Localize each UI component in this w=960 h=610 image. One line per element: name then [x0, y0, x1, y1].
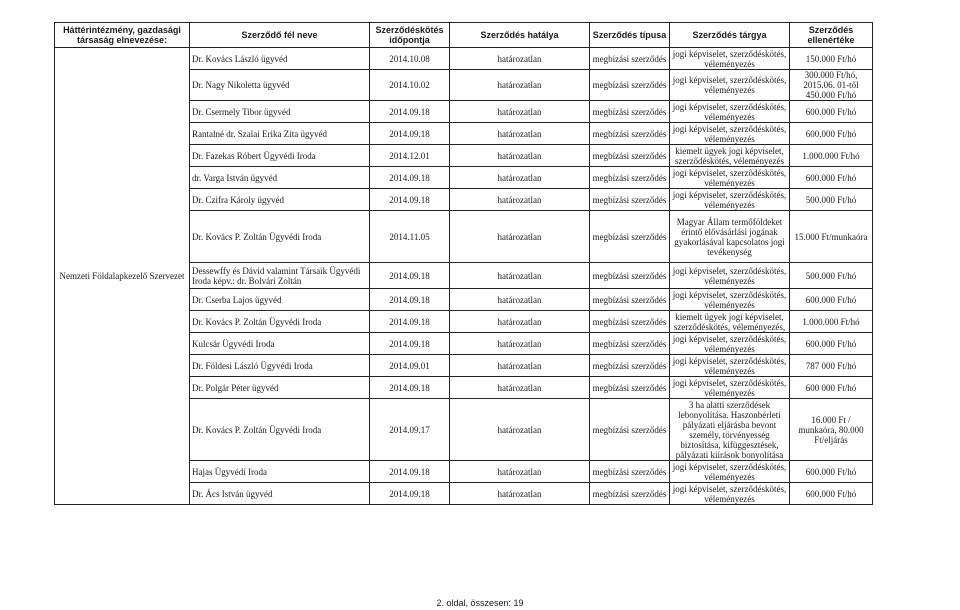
subject-cell: Magyar Állam termőföldeket érintő elővásárlási jogának gyakorlásával kapcsolatos jogi tevékenység: [670, 211, 790, 263]
type-cell: megbízási szerződés: [590, 167, 670, 189]
type-cell: megbízási szerződés: [590, 263, 670, 289]
date-cell: 2014.11.05: [370, 211, 450, 263]
date-cell: 2014.09.18: [370, 189, 450, 211]
party-cell: Dr. Fazekas Róbert Ügyvédi Iroda: [190, 145, 370, 167]
party-cell: Kulcsár Ügyvédi Iroda: [190, 333, 370, 355]
type-cell: megbízási szerződés: [590, 483, 670, 505]
effect-cell: határozatlan: [450, 167, 590, 189]
value-cell: 150.000 Ft/hó: [790, 48, 873, 70]
value-cell: 16.000 Ft / munkaóra, 80.000 Ft/eljárás: [790, 399, 873, 461]
subject-cell: jogi képviselet, szerződéskötés, véleményezés: [670, 355, 790, 377]
date-cell: 2014.09.18: [370, 311, 450, 333]
subject-cell: jogi képviselet, szerződéskötés, véleményezés: [670, 461, 790, 483]
type-cell: megbízási szerződés: [590, 123, 670, 145]
type-cell: megbízási szerződés: [590, 399, 670, 461]
party-cell: Dr. Kovács P. Zoltán Ügyvédi Iroda: [190, 399, 370, 461]
type-cell: megbízási szerződés: [590, 189, 670, 211]
date-cell: 2014.09.18: [370, 101, 450, 123]
type-cell: megbízási szerződés: [590, 211, 670, 263]
effect-cell: határozatlan: [450, 48, 590, 70]
type-cell: megbízási szerződés: [590, 333, 670, 355]
subject-cell: kiemelt ügyek jogi képviselet, szerződéskötés, véleményezés,: [670, 311, 790, 333]
subject-cell: jogi képviselet, szerződéskötés, véleményezés: [670, 333, 790, 355]
header-org: Háttérintézmény, gazdasági társaság elnevezése:: [55, 23, 190, 48]
type-cell: megbízási szerződés: [590, 461, 670, 483]
value-cell: 600.000 Ft/hó: [790, 167, 873, 189]
party-cell: Dr. Cserba Lajos ügyvéd: [190, 289, 370, 311]
effect-cell: határozatlan: [450, 483, 590, 505]
party-cell: Dr. Ács István ügyvéd: [190, 483, 370, 505]
date-cell: 2014.09.18: [370, 289, 450, 311]
date-cell: 2014.12.01: [370, 145, 450, 167]
subject-cell: 3 ha alatti szerződések lebonyolítása. Haszonbérleti pályázati eljárásba bevont személy, törvényesség biztosítása, kifüggesztések, pályázati kiírások bonyolítása: [670, 399, 790, 461]
header-subject: Szerződés tárgya: [670, 23, 790, 48]
party-cell: Dr. Földesi László Ügyvédi Iroda: [190, 355, 370, 377]
value-cell: 600.000 Ft/hó: [790, 101, 873, 123]
value-cell: 600.000 Ft/hó: [790, 483, 873, 505]
party-cell: Dr. Nagy Nikoletta ügyvéd: [190, 70, 370, 101]
party-cell: Dr. Czifra Károly ügyvéd: [190, 189, 370, 211]
type-cell: megbízási szerződés: [590, 145, 670, 167]
effect-cell: határozatlan: [450, 263, 590, 289]
value-cell: 600.000 Ft/hó: [790, 461, 873, 483]
subject-cell: jogi képviselet, szerződéskötés, véleményezés: [670, 167, 790, 189]
party-cell: Dr. Csermely Tibor ügyvéd: [190, 101, 370, 123]
effect-cell: határozatlan: [450, 123, 590, 145]
effect-cell: határozatlan: [450, 70, 590, 101]
subject-cell: jogi képviselet, szerződéskötés, véleményezés: [670, 289, 790, 311]
date-cell: 2014.09.18: [370, 483, 450, 505]
date-cell: 2014.09.01: [370, 355, 450, 377]
subject-cell: jogi képviselet, szerződéskötés, véleményezés: [670, 70, 790, 101]
party-cell: Dr. Polgár Péter ügyvéd: [190, 377, 370, 399]
header-effect: Szerződés hatálya: [450, 23, 590, 48]
type-cell: megbízási szerződés: [590, 70, 670, 101]
effect-cell: határozatlan: [450, 399, 590, 461]
effect-cell: határozatlan: [450, 211, 590, 263]
date-cell: 2014.09.18: [370, 461, 450, 483]
type-cell: megbízási szerződés: [590, 355, 670, 377]
value-cell: 787 000 Ft/hó: [790, 355, 873, 377]
subject-cell: jogi képviselet, szerződéskötés, véleményezés: [670, 483, 790, 505]
value-cell: 15.000 Ft/munkaóra: [790, 211, 873, 263]
party-cell: Hajas Ügyvédi Iroda: [190, 461, 370, 483]
party-cell: Dr. Kovács László ügyvéd: [190, 48, 370, 70]
date-cell: 2014.09.18: [370, 377, 450, 399]
party-cell: Rantalné dr. Szalai Erika Zita ügyvéd: [190, 123, 370, 145]
header-value: Szerződés ellenértéke: [790, 23, 873, 48]
date-cell: 2014.10.08: [370, 48, 450, 70]
type-cell: megbízási szerződés: [590, 101, 670, 123]
effect-cell: határozatlan: [450, 461, 590, 483]
party-cell: Dr. Kovács P. Zoltán Ügyvédi Iroda: [190, 311, 370, 333]
subject-cell: jogi képviselet, szerződéskötés, véleményezés: [670, 101, 790, 123]
value-cell: 1.000.000 Ft/hó: [790, 311, 873, 333]
party-cell: dr. Varga István ügyvéd: [190, 167, 370, 189]
value-cell: 300.000 Ft/hó, 2015.06. 01-től 450.000 Ft/hó: [790, 70, 873, 101]
subject-cell: kiemelt ügyek jogi képviselet, szerződéskötés, véleményezés: [670, 145, 790, 167]
effect-cell: határozatlan: [450, 101, 590, 123]
value-cell: 600 000 Ft/hó: [790, 377, 873, 399]
date-cell: 2014.09.18: [370, 123, 450, 145]
effect-cell: határozatlan: [450, 333, 590, 355]
type-cell: megbízási szerződés: [590, 289, 670, 311]
table-row: [55, 48, 873, 70]
organization-cell: Nemzeti Földalapkezelő Szervezet: [55, 48, 190, 505]
date-cell: 2014.09.17: [370, 399, 450, 461]
value-cell: 500.000 Ft/hó: [790, 263, 873, 289]
date-cell: 2014.09.18: [370, 263, 450, 289]
header-signed: Szerződéskötés időpontja: [370, 23, 450, 48]
date-cell: 2014.09.18: [370, 333, 450, 355]
party-cell: Dr. Kovács P. Zoltán Ügyvédi Iroda: [190, 211, 370, 263]
value-cell: 600.000 Ft/hó: [790, 289, 873, 311]
value-cell: 600.000 Ft/hó: [790, 123, 873, 145]
effect-cell: határozatlan: [450, 145, 590, 167]
effect-cell: határozatlan: [450, 289, 590, 311]
subject-cell: jogi képviselet, szerződéskötés, véleményezés: [670, 189, 790, 211]
value-cell: 1.000.000 Ft/hó: [790, 145, 873, 167]
subject-cell: jogi képviselet, szerződéskötés, véleményezés: [670, 263, 790, 289]
effect-cell: határozatlan: [450, 355, 590, 377]
effect-cell: határozatlan: [450, 377, 590, 399]
party-cell: Dessewffy és Dávid valamint Társaik Ügyvédi Iroda képv.: dr. Bolvári Zoltán: [190, 263, 370, 289]
value-cell: 500.000 Ft/hó: [790, 189, 873, 211]
subject-cell: jogi képviselet, szerződéskötés, véleményezés: [670, 48, 790, 70]
date-cell: 2014.09.18: [370, 167, 450, 189]
value-cell: 600.000 Ft/hó: [790, 333, 873, 355]
effect-cell: határozatlan: [450, 311, 590, 333]
type-cell: megbízási szerződés: [590, 377, 670, 399]
type-cell: megbízási szerződés: [590, 48, 670, 70]
type-cell: megbízási szerződés: [590, 311, 670, 333]
subject-cell: jogi képviselet, szerződéskötés, véleményezés: [670, 123, 790, 145]
header-type: Szerződés típusa: [590, 23, 670, 48]
header-row: [55, 23, 873, 48]
date-cell: 2014.10.02: [370, 70, 450, 101]
subject-cell: jogi képviselet, szerződéskötés, véleményezés: [670, 377, 790, 399]
page-footer: 2. oldal, összesen: 19: [436, 598, 524, 608]
contracts-table: [54, 22, 873, 505]
effect-cell: határozatlan: [450, 189, 590, 211]
header-party: Szerződő fél neve: [190, 23, 370, 48]
